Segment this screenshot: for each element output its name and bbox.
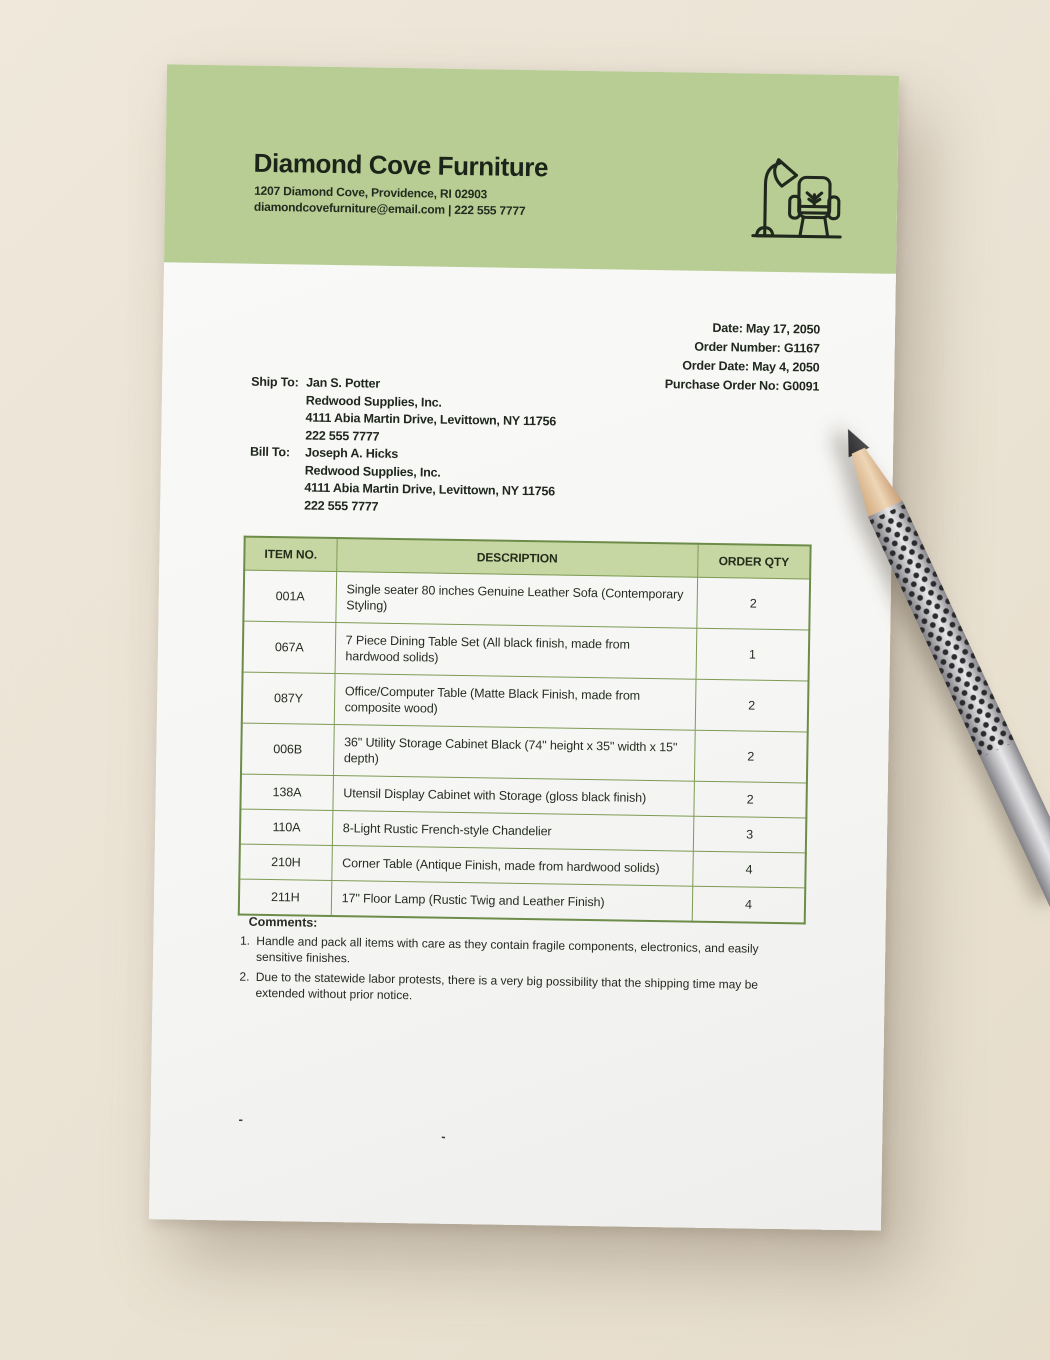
description-cell: Utensil Display Cabinet with Storage (gloss black finish) [333,776,695,817]
col-header-item-no: ITEM NO. [244,537,337,572]
item-no-cell: 001A [243,570,336,622]
qty-cell: 3 [693,816,806,853]
description-cell: 7 Piece Dining Table Set (All black finish, made from hardwood solids) [335,623,697,680]
item-no-cell: 138A [240,774,333,810]
paper-document [149,64,899,1230]
pencil-grip-dots [870,504,1015,758]
bill-to-block [249,444,556,519]
bill-to-label: Bill To: [249,444,290,460]
item-no-cell: 067A [243,621,336,673]
company-address: 1207 Diamond Cove, Providence, RI 02903 [254,183,488,202]
qty-cell: 2 [694,730,807,783]
description-cell: Corner Table (Antique Finish, made from hardwood solids) [331,846,693,887]
order-number: Order Number: G1167 [694,339,820,356]
address-line: 4111 Abia Martin Drive, Levittown, NY 11756 [305,410,557,429]
purchase-order-no: Purchase Order No: G0091 [664,377,820,394]
addresses-block [249,374,557,519]
description-cell: Office/Computer Table (Matte Black Finish, made from composite wood) [334,674,696,731]
order-items-table [238,536,812,925]
table-row [243,570,810,630]
qty-cell: 2 [695,679,808,732]
stray-mark: - [238,1111,244,1127]
bill-to-content [304,445,556,519]
comment-item: 2. Due to the statewide labor protests, there is a very big possibility that the shipping time may be extended without prior notice. [252,969,777,1009]
qty-cell: 4 [693,851,806,888]
order-date: Order Date: May 4, 2050 [682,358,820,375]
col-header-order-qty: ORDER QTY [698,544,811,579]
address-line: Redwood Supplies, Inc. [304,463,441,480]
order-meta-block [665,318,820,396]
header-band [164,64,899,273]
qty-cell: 2 [694,781,807,818]
address-line: Redwood Supplies, Inc. [305,393,442,410]
table-row [242,672,809,732]
comments-title: Comments: [248,914,318,930]
address-line: 222 555 7777 [305,428,380,444]
address-line: 4111 Abia Martin Drive, Levittown, NY 11756 [304,480,556,499]
comments-list [229,932,778,1009]
ship-to-block [250,374,557,449]
comment-item: 1. Handle and pack all items with care as they contain fragile components, electronics, and easily sensitive finishes. [253,933,778,973]
qty-cell: 2 [697,577,810,630]
table-row [241,723,808,783]
floor-lamp-armchair-icon [746,149,847,245]
description-cell: Single seater 80 inches Genuine Leather Sofa (Contemporary Styling) [336,572,698,629]
comments-section [229,913,778,1013]
col-header-description: DESCRIPTION [336,538,698,577]
item-no-cell: 210H [239,844,332,880]
item-no-cell: 211H [239,879,332,916]
qty-cell: 4 [692,886,805,923]
order-date-issued: Date: May 17, 2050 [712,320,821,337]
description-cell: 36" Utility Storage Cabinet Black (74" height x 35" width x 15" depth) [333,725,695,782]
bill-to-name: Joseph A. Hicks [304,445,399,461]
stray-mark: - [440,1128,447,1145]
item-no-cell: 087Y [242,672,335,724]
qty-cell: 1 [696,628,809,681]
table-row [243,621,810,681]
description-cell: 17" Floor Lamp (Rustic Twig and Leather Finish) [331,881,693,922]
description-cell: 8-Light Rustic French-style Chandelier [332,811,694,852]
ship-to-name: Jan S. Potter [306,375,381,391]
company-contact: diamondcovefurniture@email.com | 222 555 7777 [253,199,526,218]
item-no-cell: 110A [240,809,333,845]
company-name: Diamond Cove Furniture [253,147,549,183]
ship-to-label: Ship To: [251,374,299,390]
item-no-cell: 006B [241,723,334,775]
address-line: 222 555 7777 [304,498,379,514]
ship-to-content [305,375,557,449]
